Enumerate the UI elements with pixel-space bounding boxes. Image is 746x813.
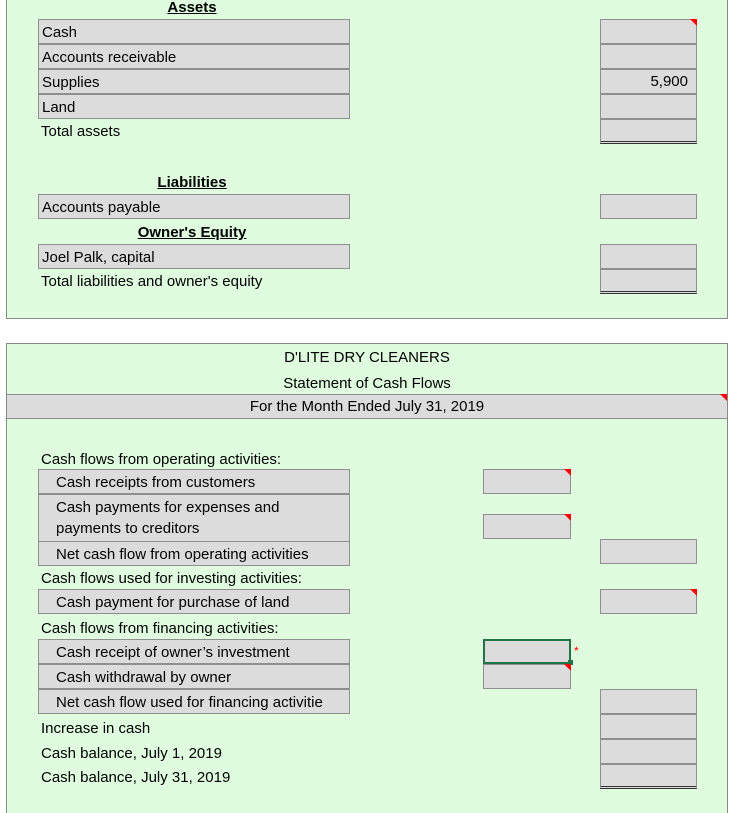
net-operating-input[interactable] [600,539,697,564]
cash-payments-label-line2: payments to creditors [56,520,200,537]
owner-investment-label: Cash receipt of owner’s investment [38,639,350,664]
withdrawal-input[interactable] [483,664,571,689]
total-assets-input[interactable] [600,119,697,144]
total-liabilities-equity-label: Total liabilities and owner's equity [41,273,263,290]
owners-equity-heading: Owner's Equity [137,224,247,241]
withdrawal-label: Cash withdrawal by owner [38,664,350,689]
total-liabilities-equity-input[interactable] [600,269,697,294]
required-asterisk-icon: * [574,644,579,658]
cash-amount-input[interactable] [600,19,697,44]
cash-receipts-label: Cash receipts from customers [38,469,350,494]
net-financing-label: Net cash flow used for financing activitie [38,689,350,714]
land-amount-input[interactable] [600,94,697,119]
begin-balance-label: Cash balance, July 1, 2019 [41,745,222,762]
statement-title: Statement of Cash Flows [283,375,451,392]
accounts-receivable-amount-input[interactable] [600,44,697,69]
total-assets-label: Total assets [41,123,121,140]
balance-sheet-panel [6,0,728,319]
capital-input[interactable] [600,244,697,269]
financing-heading: Cash flows from financing activities: [41,620,279,637]
operating-heading: Cash flows from operating activities: [41,451,282,468]
cash-receipts-input[interactable] [483,469,571,494]
liabilities-heading: Liabilities [157,174,227,191]
land-payment-label: Cash payment for purchase of land [38,589,350,614]
accounts-payable-label: Accounts payable [38,194,350,219]
increase-input[interactable] [600,714,697,739]
increase-label: Increase in cash [41,720,151,737]
end-balance-input[interactable] [600,764,697,789]
accounts-payable-input[interactable] [600,194,697,219]
asset-label-land: Land [38,94,350,119]
asset-label-supplies: Supplies [38,69,350,94]
company-name: D'LITE DRY CLEANERS [284,349,450,366]
land-payment-input[interactable] [600,589,697,614]
statement-period: For the Month Ended July 31, 2019 [7,394,727,419]
begin-balance-input[interactable] [600,739,697,764]
net-financing-input[interactable] [600,689,697,714]
supplies-amount-input[interactable]: 5,900 [600,69,697,94]
asset-label-accounts-receivable: Accounts receivable [38,44,350,69]
asset-label-cash: Cash [38,19,350,44]
cash-payments-label-line1: Cash payments for expenses and [56,499,280,516]
capital-label: Joel Palk, capital [38,244,350,269]
owner-investment-input[interactable] [483,639,571,664]
end-balance-label: Cash balance, July 31, 2019 [41,769,231,786]
cash-payments-label [38,494,350,544]
assets-heading: Assets [167,0,217,16]
cash-payments-input[interactable] [483,514,571,539]
investing-heading: Cash flows used for investing activities: [41,570,302,587]
cash-flow-panel [6,343,728,813]
net-operating-label: Net cash flow from operating activities [38,541,350,566]
comment-flag-icon [720,394,727,401]
